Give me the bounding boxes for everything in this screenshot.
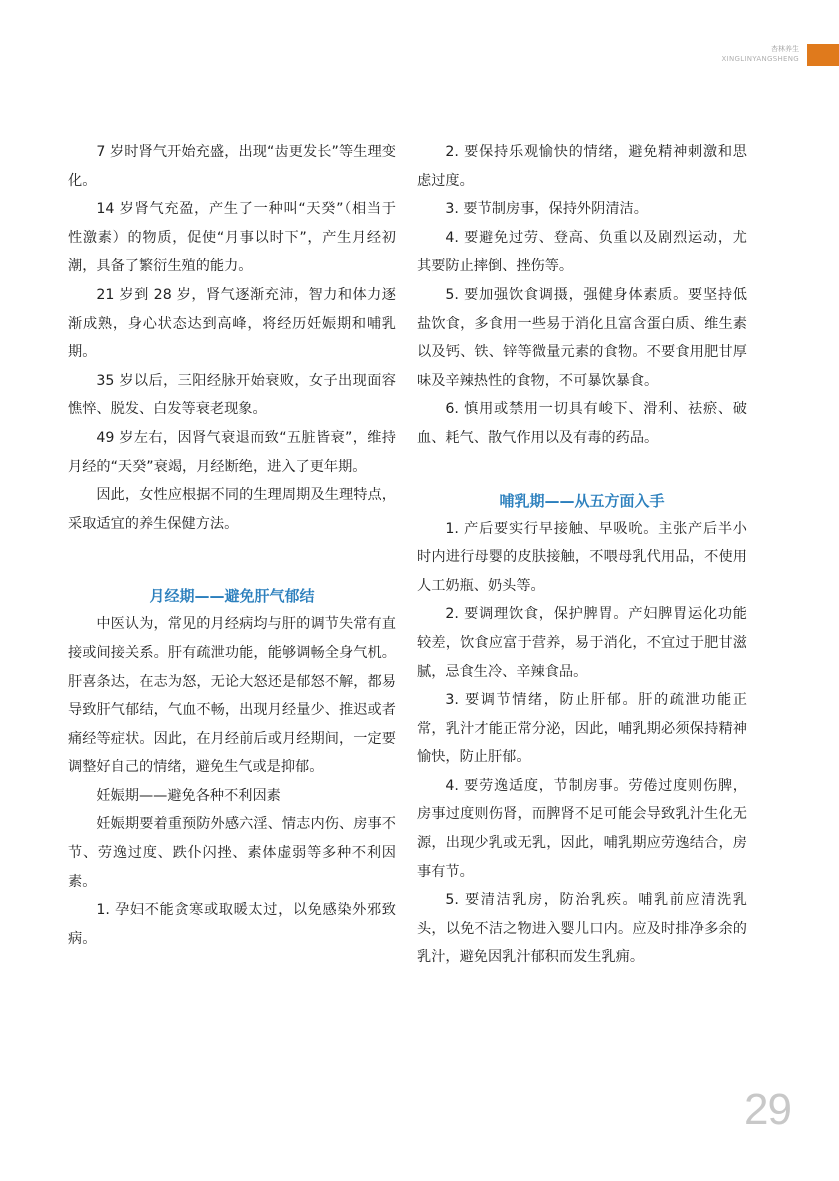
section-title-menstrual: 月经期——避免肝气郁结 [149, 587, 315, 606]
section-spacer [417, 453, 747, 487]
paragraph: 5. 要加强饮食调摄，强健身体素质。要坚持低盐饮食，多食用一些易于消化且富含蛋白质、维生素以及钙、铁、锌等微量元素的食物。不要食用肥甘厚味及辛辣热性的食物，不可暴饮暴食。 [417, 286, 747, 389]
paragraph: 49 岁左右，因肾气衰退而致“五脏皆衰”，维持月经的“天癸”衰竭，月经断绝，进入了更年期。 [68, 429, 396, 475]
paragraph: 7 岁时肾气开始充盛，出现“齿更发长”等生理变化。 [68, 144, 396, 189]
paragraph: 中医认为，常见的月经病均与肝的调节失常有直接或间接关系。肝有疏泄功能，能够调畅全身气机。肝喜条达，在志为怒，无论大怒还是郁怒不解，都易导致肝气郁结，气血不畅，出现月经量少、推迟或者痛经等症状。因此，在月经前后或月经期间，一定要调整好自己的情绪，避免生气或是抑郁。 [68, 616, 396, 776]
section-spacer [68, 538, 396, 582]
paragraph: 1. 产后要实行早接触、早吸吮。主张产后半小时内进行母婴的皮肤接触，不喂母乳代用品，不使用人工奶瓶、奶头等。 [417, 520, 747, 594]
paragraph: 4. 要避免过劳、登高、负重以及剧烈运动，尤其要防止摔倒、挫伤等。 [417, 229, 747, 275]
paragraph: 妊娠期要着重预防外感六淫、情志内伤、房事不节、劳逸过度、跌仆闪挫、素体虚弱等多种不利因素。 [68, 816, 396, 890]
paragraph: 4. 要劳逸适度，节制房事。劳倦过度则伤脾，房事过度则伤肾，而脾肾不足可能会导致乳汁生化无源，出现少乳或无乳，因此，哺乳期应劳逸结合，房事有节。 [417, 777, 747, 880]
paragraph: 因此，女性应根据不同的生理周期及生理特点，采取适宜的养生保健方法。 [68, 487, 396, 532]
paragraph: 3. 要节制房事，保持外阴清洁。 [445, 201, 648, 218]
header-accent-block [807, 44, 839, 66]
paragraph: 5. 要清洁乳房，防治乳疾。哺乳前应清洗乳头，以免不洁之物进入婴儿口内。应及时排净多余的乳汁，避免因乳汁郁积而发生乳痈。 [417, 892, 747, 966]
left-column [68, 138, 396, 953]
subheading-pregnancy: 妊娠期——避免各种不利因素 [96, 787, 281, 804]
paragraph: 3. 要调节情绪，防止肝郁。肝的疏泄功能正常，乳汁才能正常分泌，因此，哺乳期必须保持精神愉快，防止肝郁。 [417, 692, 747, 766]
paragraph: 35 岁以后，三阳经脉开始衰败，女子出现面容憔悴、脱发、白发等衰老现象。 [68, 372, 396, 418]
paragraph: 6. 慎用或禁用一切具有峻下、滑利、祛瘀、破血、耗气、散气作用以及有毒的药品。 [417, 401, 747, 446]
header-column-name-pinyin: XINGLINYANGSHENG [721, 55, 799, 63]
paragraph: 21 岁到 28 岁，肾气逐渐充沛，智力和体力逐渐成熟，身心状态达到高峰，将经历妊娠期和哺乳期。 [68, 286, 396, 361]
section-title-lactation: 哺乳期——从五方面入手 [499, 491, 665, 510]
paragraph: 2. 要保持乐观愉快的情绪，避免精神刺激和思虑过度。 [417, 144, 747, 189]
page-number: 29 [744, 1085, 791, 1134]
paragraph: 2. 要调理饮食，保护脾胃。产妇脾胃运化功能较差，饮食应富于营养，易于消化，不宜过于肥甘滋腻，忌食生冷、辛辣食品。 [417, 606, 747, 680]
header-column-name: 杏林养生 [771, 45, 799, 53]
paragraph: 14 岁肾气充盈，产生了一种叫“天癸”（相当于性激素）的物质，促使“月事以时下”，产生月经初潮，具备了繁衍生殖的能力。 [68, 201, 396, 275]
paragraph: 1. 孕妇不能贪寒或取暖太过，以免感染外邪致病。 [68, 902, 396, 947]
right-column [417, 138, 747, 972]
